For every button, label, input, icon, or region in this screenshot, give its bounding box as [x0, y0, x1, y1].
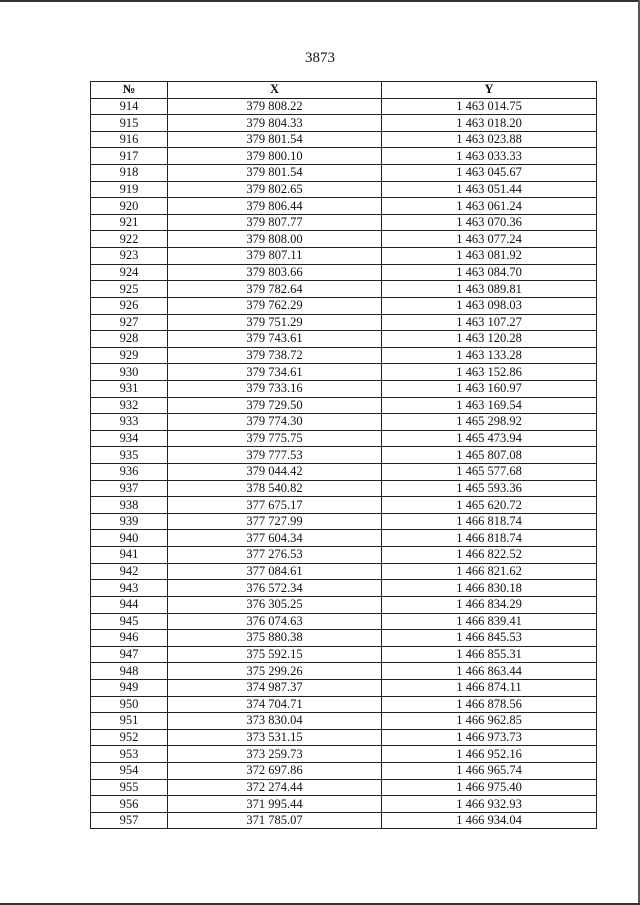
column-header-x: X [168, 82, 382, 99]
cell-x-coordinate: 374 987.37 [168, 679, 382, 696]
cell-point-number: 949 [91, 679, 168, 696]
cell-y-coordinate: 1 463 018.20 [382, 115, 597, 132]
table-row [91, 812, 597, 829]
cell-y-coordinate: 1 466 863.44 [382, 663, 597, 680]
cell-y-coordinate: 1 466 834.29 [382, 596, 597, 613]
cell-x-coordinate: 379 806.44 [168, 198, 382, 215]
table-row [91, 165, 597, 182]
cell-y-coordinate: 1 466 845.53 [382, 630, 597, 647]
cell-y-coordinate: 1 466 855.31 [382, 646, 597, 663]
cell-x-coordinate: 379 782.64 [168, 281, 382, 298]
cell-point-number: 946 [91, 630, 168, 647]
cell-point-number: 953 [91, 746, 168, 763]
table-row [91, 530, 597, 547]
cell-y-coordinate: 1 466 874.11 [382, 679, 597, 696]
cell-x-coordinate: 379 734.61 [168, 364, 382, 381]
cell-point-number: 933 [91, 414, 168, 431]
table-row [91, 281, 597, 298]
cell-y-coordinate: 1 466 965.74 [382, 762, 597, 779]
table-row [91, 380, 597, 397]
cell-y-coordinate: 1 463 061.24 [382, 198, 597, 215]
cell-point-number: 925 [91, 281, 168, 298]
cell-point-number: 916 [91, 131, 168, 148]
cell-y-coordinate: 1 466 822.52 [382, 547, 597, 564]
cell-y-coordinate: 1 465 577.68 [382, 464, 597, 481]
table-row [91, 248, 597, 265]
table-row [91, 563, 597, 580]
cell-x-coordinate: 377 604.34 [168, 530, 382, 547]
table-row [91, 729, 597, 746]
cell-x-coordinate: 373 259.73 [168, 746, 382, 763]
cell-point-number: 941 [91, 547, 168, 564]
cell-x-coordinate: 379 801.54 [168, 131, 382, 148]
cell-y-coordinate: 1 466 962.85 [382, 713, 597, 730]
cell-x-coordinate: 371 785.07 [168, 812, 382, 829]
cell-point-number: 934 [91, 430, 168, 447]
table-row [91, 464, 597, 481]
column-header-number: № [91, 82, 168, 99]
cell-point-number: 921 [91, 214, 168, 231]
cell-x-coordinate: 375 592.15 [168, 646, 382, 663]
table-row [91, 447, 597, 464]
cell-y-coordinate: 1 463 023.88 [382, 131, 597, 148]
cell-y-coordinate: 1 465 620.72 [382, 497, 597, 514]
cell-y-coordinate: 1 463 081.92 [382, 248, 597, 265]
coordinates-table [90, 81, 597, 829]
table-row [91, 613, 597, 630]
table-row [91, 314, 597, 331]
cell-point-number: 955 [91, 779, 168, 796]
cell-x-coordinate: 377 675.17 [168, 497, 382, 514]
table-row [91, 696, 597, 713]
cell-x-coordinate: 379 804.33 [168, 115, 382, 132]
cell-y-coordinate: 1 465 473.94 [382, 430, 597, 447]
cell-point-number: 917 [91, 148, 168, 165]
cell-y-coordinate: 1 463 033.33 [382, 148, 597, 165]
cell-y-coordinate: 1 465 593.36 [382, 480, 597, 497]
table-row [91, 580, 597, 597]
table-row [91, 331, 597, 348]
cell-y-coordinate: 1 463 107.27 [382, 314, 597, 331]
table-row [91, 397, 597, 414]
cell-point-number: 944 [91, 596, 168, 613]
cell-point-number: 942 [91, 563, 168, 580]
cell-y-coordinate: 1 463 051.44 [382, 181, 597, 198]
cell-y-coordinate: 1 466 839.41 [382, 613, 597, 630]
cell-point-number: 930 [91, 364, 168, 381]
cell-point-number: 927 [91, 314, 168, 331]
table-row [91, 347, 597, 364]
cell-y-coordinate: 1 463 045.67 [382, 165, 597, 182]
table-row [91, 430, 597, 447]
cell-x-coordinate: 373 830.04 [168, 713, 382, 730]
cell-point-number: 926 [91, 297, 168, 314]
cell-x-coordinate: 375 299.26 [168, 663, 382, 680]
cell-point-number: 914 [91, 98, 168, 115]
cell-y-coordinate: 1 466 818.74 [382, 513, 597, 530]
table-row [91, 663, 597, 680]
cell-x-coordinate: 376 305.25 [168, 596, 382, 613]
cell-point-number: 922 [91, 231, 168, 248]
table-row [91, 198, 597, 215]
cell-x-coordinate: 379 775.75 [168, 430, 382, 447]
cell-point-number: 945 [91, 613, 168, 630]
cell-point-number: 948 [91, 663, 168, 680]
cell-point-number: 951 [91, 713, 168, 730]
cell-point-number: 950 [91, 696, 168, 713]
table-row [91, 630, 597, 647]
cell-y-coordinate: 1 463 089.81 [382, 281, 597, 298]
cell-y-coordinate: 1 463 160.97 [382, 380, 597, 397]
cell-point-number: 936 [91, 464, 168, 481]
cell-x-coordinate: 379 729.50 [168, 397, 382, 414]
cell-point-number: 915 [91, 115, 168, 132]
cell-x-coordinate: 379 807.77 [168, 214, 382, 231]
cell-x-coordinate: 379 777.53 [168, 447, 382, 464]
table-row [91, 115, 597, 132]
cell-point-number: 943 [91, 580, 168, 597]
cell-x-coordinate: 377 084.61 [168, 563, 382, 580]
cell-y-coordinate: 1 463 070.36 [382, 214, 597, 231]
cell-y-coordinate: 1 463 077.24 [382, 231, 597, 248]
table-header-row [91, 82, 597, 99]
cell-x-coordinate: 371 995.44 [168, 796, 382, 813]
cell-point-number: 938 [91, 497, 168, 514]
cell-point-number: 931 [91, 380, 168, 397]
cell-y-coordinate: 1 463 152.86 [382, 364, 597, 381]
cell-point-number: 929 [91, 347, 168, 364]
table-row [91, 679, 597, 696]
cell-y-coordinate: 1 465 298.92 [382, 414, 597, 431]
table-row [91, 646, 597, 663]
cell-point-number: 932 [91, 397, 168, 414]
cell-y-coordinate: 1 466 830.18 [382, 580, 597, 597]
cell-x-coordinate: 379 762.29 [168, 297, 382, 314]
cell-point-number: 935 [91, 447, 168, 464]
table-row [91, 297, 597, 314]
table-row [91, 762, 597, 779]
cell-y-coordinate: 1 466 818.74 [382, 530, 597, 547]
cell-x-coordinate: 377 276.53 [168, 547, 382, 564]
table-row [91, 796, 597, 813]
cell-point-number: 940 [91, 530, 168, 547]
cell-x-coordinate: 379 733.16 [168, 380, 382, 397]
cell-x-coordinate: 379 808.22 [168, 98, 382, 115]
cell-x-coordinate: 379 751.29 [168, 314, 382, 331]
cell-y-coordinate: 1 463 120.28 [382, 331, 597, 348]
cell-x-coordinate: 379 807.11 [168, 248, 382, 265]
cell-x-coordinate: 379 800.10 [168, 148, 382, 165]
cell-x-coordinate: 376 074.63 [168, 613, 382, 630]
page-number: 3873 [305, 50, 335, 66]
table-row [91, 497, 597, 514]
cell-point-number: 918 [91, 165, 168, 182]
cell-x-coordinate: 372 274.44 [168, 779, 382, 796]
table-row [91, 713, 597, 730]
cell-x-coordinate: 379 803.66 [168, 264, 382, 281]
cell-point-number: 956 [91, 796, 168, 813]
cell-x-coordinate: 372 697.86 [168, 762, 382, 779]
table-row [91, 181, 597, 198]
cell-y-coordinate: 1 466 932.93 [382, 796, 597, 813]
cell-point-number: 939 [91, 513, 168, 530]
table-row [91, 746, 597, 763]
table-row [91, 131, 597, 148]
cell-x-coordinate: 379 801.54 [168, 165, 382, 182]
page-edge-top [0, 0, 640, 2]
table-row [91, 231, 597, 248]
cell-y-coordinate: 1 465 807.08 [382, 447, 597, 464]
cell-x-coordinate: 379 808.00 [168, 231, 382, 248]
cell-x-coordinate: 379 738.72 [168, 347, 382, 364]
cell-y-coordinate: 1 466 821.62 [382, 563, 597, 580]
table-row [91, 480, 597, 497]
table-row [91, 596, 597, 613]
cell-point-number: 952 [91, 729, 168, 746]
cell-x-coordinate: 379 802.65 [168, 181, 382, 198]
cell-point-number: 947 [91, 646, 168, 663]
cell-y-coordinate: 1 463 098.03 [382, 297, 597, 314]
cell-y-coordinate: 1 466 878.56 [382, 696, 597, 713]
cell-point-number: 919 [91, 181, 168, 198]
column-header-y: Y [382, 82, 597, 99]
table-row [91, 547, 597, 564]
table-row [91, 414, 597, 431]
cell-point-number: 920 [91, 198, 168, 215]
table-row [91, 779, 597, 796]
cell-x-coordinate: 379 044.42 [168, 464, 382, 481]
cell-x-coordinate: 379 743.61 [168, 331, 382, 348]
cell-x-coordinate: 377 727.99 [168, 513, 382, 530]
cell-point-number: 924 [91, 264, 168, 281]
table-row [91, 98, 597, 115]
table-row [91, 214, 597, 231]
table-row [91, 513, 597, 530]
cell-x-coordinate: 375 880.38 [168, 630, 382, 647]
cell-x-coordinate: 374 704.71 [168, 696, 382, 713]
cell-y-coordinate: 1 466 952.16 [382, 746, 597, 763]
cell-point-number: 928 [91, 331, 168, 348]
cell-y-coordinate: 1 463 133.28 [382, 347, 597, 364]
cell-y-coordinate: 1 463 084.70 [382, 264, 597, 281]
cell-point-number: 923 [91, 248, 168, 265]
cell-point-number: 954 [91, 762, 168, 779]
cell-y-coordinate: 1 463 169.54 [382, 397, 597, 414]
table-row [91, 364, 597, 381]
cell-y-coordinate: 1 466 934.04 [382, 812, 597, 829]
cell-point-number: 957 [91, 812, 168, 829]
cell-x-coordinate: 379 774.30 [168, 414, 382, 431]
cell-x-coordinate: 378 540.82 [168, 480, 382, 497]
cell-x-coordinate: 373 531.15 [168, 729, 382, 746]
table-row [91, 148, 597, 165]
cell-point-number: 937 [91, 480, 168, 497]
cell-x-coordinate: 376 572.34 [168, 580, 382, 597]
cell-y-coordinate: 1 466 975.40 [382, 779, 597, 796]
table-body [91, 98, 597, 829]
cell-y-coordinate: 1 466 973.73 [382, 729, 597, 746]
table-row [91, 264, 597, 281]
cell-y-coordinate: 1 463 014.75 [382, 98, 597, 115]
